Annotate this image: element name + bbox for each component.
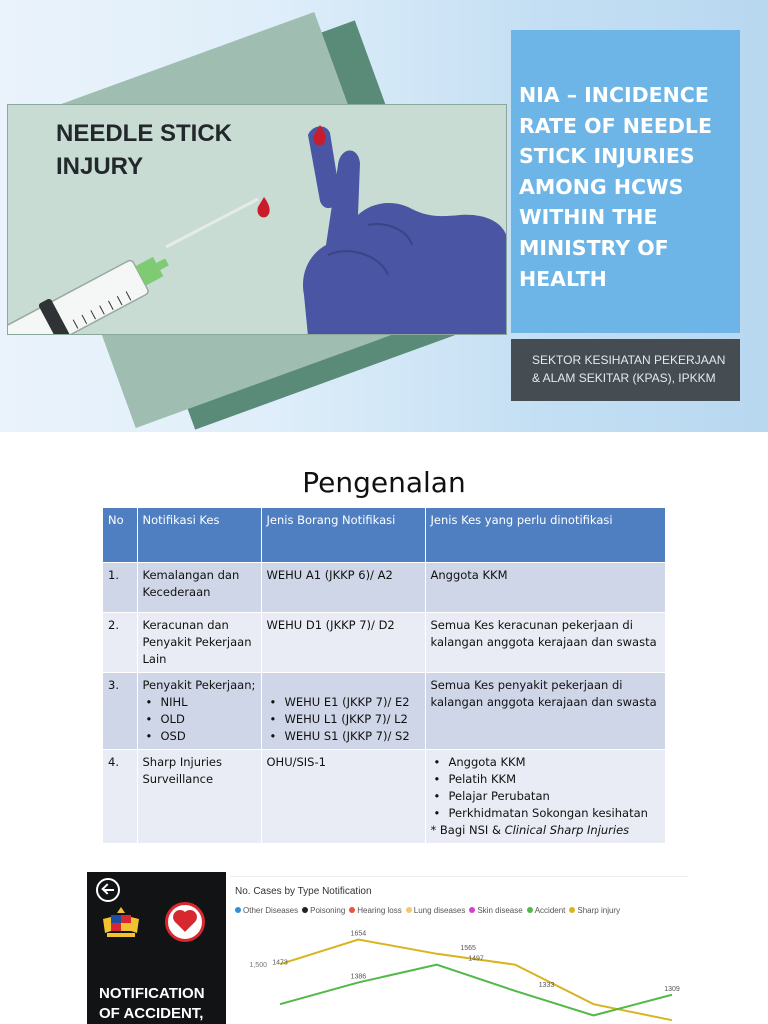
cell-borang: WEHU A1 (JKKP 6)/ A2 [261,562,425,612]
title-panel [511,30,740,333]
cases-chart-panel [230,876,688,1024]
legend-label: Accident [534,906,566,915]
data-label: 1473 [272,959,288,967]
title-slide [0,0,768,432]
list-item: • Pelatih KKM [431,771,660,788]
legend-label: Skin disease [477,906,523,915]
note-italic: Clinical Sharp Injuries [504,822,630,837]
series-line[interactable] [280,940,672,1021]
slide-title: NIA – INCIDENCE RATE OF NEEDLE STICK INJURIES AMONG HCWS WITHIN THE MINISTRY OF HEALTH [519,83,712,291]
notification-heading: NOTIFICATION OF ACCIDENT, [99,985,205,1022]
illustration-caption: NEEDLE STICK INJURY [56,120,233,180]
data-label: 1565 [460,944,476,952]
cell-jenis: Anggota KKM [425,562,665,612]
cell-no: 3. [103,672,137,749]
heart-icon [175,912,195,932]
cell-no: 2. [103,612,137,672]
cell-jenis: Semua Kes penyakit pekerjaan di kalangan anggota kerajaan dan swasta [425,672,665,749]
subtitle-panel [511,339,740,401]
recipient-list [431,754,660,822]
table-row [103,749,665,843]
table-row [103,562,665,612]
dashboard-sidebar [87,872,226,1024]
cell-notifikasi: Kemalangan dan Kecederaan [137,562,261,612]
org-logo-icon [165,902,205,942]
table-header-row [103,508,665,562]
cell-notifikasi: Sharp Injuries Surveillance [137,749,261,843]
list-item: • OLD [143,711,256,728]
coat-of-arms-icon [101,905,141,941]
data-label: 1386 [350,973,367,981]
cell-notifikasi [137,672,261,749]
chart-title: No. Cases by Type Notification [235,886,372,897]
data-label: 1654 [350,930,367,938]
cell-borang [261,672,425,749]
data-label: 1497 [468,955,484,963]
data-label: 1309 [664,985,680,993]
list-item: • WEHU S1 (JKKP 7)/ S2 [267,728,420,745]
table-row [103,672,665,749]
legend-label: Poisoning [310,906,346,915]
list-item: • Pelajar Perubatan [431,788,660,805]
cell-notifikasi: Keracunan dan Penyakit Pekerjaan Lain [137,612,261,672]
disease-list [143,694,256,745]
list-item: • NIHL [143,694,256,711]
cell-notifikasi-heading: Penyakit Pekerjaan; [142,677,256,692]
header-no: No [103,508,137,562]
y-tick-label: 1,500 [249,962,267,970]
list-item: • OSD [143,728,256,745]
form-list [267,694,420,745]
line-chart [230,877,688,1024]
slide-subtitle: SEKTOR KESIHATAN PEKERJAAN & ALAM SEKITAR (KPAS), IPKKM [532,353,726,385]
needle-stick-illustration [7,104,507,335]
data-label: 1333 [538,981,555,989]
cell-no: 4. [103,749,137,843]
header-jenis: Jenis Kes yang perlu dinotifikasi [425,508,665,562]
legend-label: Sharp injury [577,906,621,915]
header-notifikasi: Notifikasi Kes [137,508,261,562]
note-prefix: * Bagi NSI & [430,822,505,837]
legend-label: Hearing loss [357,906,402,915]
cell-jenis [425,749,665,843]
cell-borang: OHU/SIS-1 [261,749,425,843]
cell-borang: WEHU D1 (JKKP 7)/ D2 [261,612,425,672]
list-item: • Anggota KKM [431,754,660,771]
notification-table [103,508,666,843]
table-row [103,612,665,672]
list-item: • WEHU E1 (JKKP 7)/ E2 [267,694,420,711]
list-item: • WEHU L1 (JKKP 7)/ L2 [267,711,420,728]
legend-label: Other Diseases [243,906,299,915]
cell-jenis: Semua Kes keracunan pekerjaan di kalangan anggota kerajaan dan swasta [425,612,665,672]
list-item: • Perkhidmatan Sokongan kesihatan [431,805,660,822]
back-arrow-icon[interactable] [96,878,120,902]
header-borang: Jenis Borang Notifikasi [261,508,425,562]
table-note [431,822,660,839]
section-title: Pengenalan [302,466,466,499]
cell-no: 1. [103,562,137,612]
legend-label: Lung diseases [413,906,466,915]
